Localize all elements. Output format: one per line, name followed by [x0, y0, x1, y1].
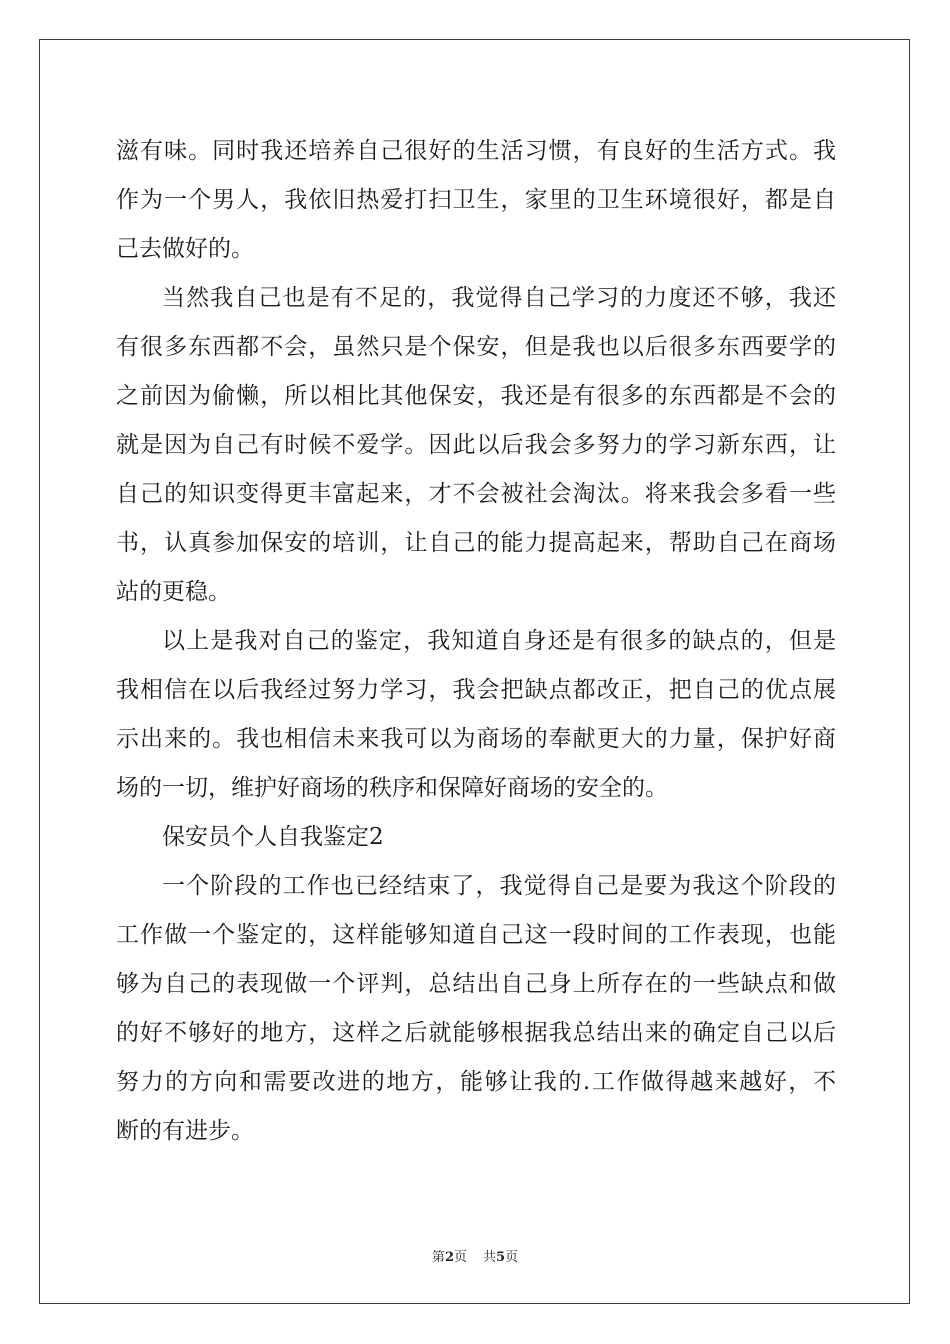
total-prefix: 共: [483, 1250, 497, 1265]
text-line: 够为自己的表现做一个评判，总结出自己身上所存在的一些缺点和做: [116, 971, 836, 997]
text-line: 断的有进步。: [116, 1118, 254, 1144]
text-line: 当然我自己也是有不足的，我觉得自己学习的力度还不够，我还: [162, 285, 836, 311]
page-total-number: 5: [496, 1250, 506, 1265]
text-line: 工作做一个鉴定的，这样能够知道自己这一段时间的工作表现，也能: [116, 922, 836, 948]
text-line: 自己的知识变得更丰富起来，才不会被社会淘汰。将来我会多看一些: [116, 481, 836, 507]
page-suffix: 页: [453, 1250, 467, 1265]
text-line: 努力的方向和需要改进的地方，能够让我的.工作做得越来越好，不: [116, 1069, 836, 1095]
text-line: 作为一个男人，我依旧热爱打扫卫生，家里的卫生环境很好，都是自: [116, 187, 836, 213]
text-line: 滋有味。同时我还培养自己很好的生活习惯，有良好的生活方式。我: [116, 138, 836, 164]
text-line: 之前因为偷懒，所以相比其他保安，我还是有很多的东西都是不会的: [116, 383, 836, 409]
text-line: 一个阶段的工作也已经结束了，我觉得自己是要为我这个阶段的: [162, 873, 836, 899]
text-line: 的好不够好的地方，这样之后就能够根据我总结出来的确定自己以后: [116, 1020, 836, 1046]
text-line: 就是因为自己有时候不爱学。因此以后我会多努力的学习新东西，让: [116, 432, 836, 458]
page-footer: [0, 1246, 950, 1265]
text-line: 有很多东西都不会，虽然只是个保安，但是我也以后很多东西要学的: [116, 334, 836, 360]
page-prefix: 第: [431, 1250, 445, 1265]
text-line: 以上是我对自己的鉴定，我知道自身还是有很多的缺点的，但是: [162, 628, 836, 654]
total-suffix: 页: [505, 1250, 519, 1265]
text-line: 我相信在以后我经过努力学习，我会把缺点都改正，把自己的优点展: [116, 677, 836, 703]
text-line: 己去做好的。: [116, 236, 254, 262]
text-line: 场的一切，维护好商场的秩序和保障好商场的安全的。: [116, 775, 668, 801]
text-line: 示出来的。我也相信未来我可以为商场的奉献更大的力量，保护好商: [116, 726, 836, 752]
document-body: [116, 127, 836, 1156]
text-line: 站的更稳。: [116, 579, 231, 605]
text-line: 书，认真参加保安的培训，让自己的能力提高起来，帮助自己在商场: [116, 530, 836, 556]
section-heading: 保安员个人自我鉴定2: [162, 824, 384, 850]
page-current-number: 2: [444, 1250, 454, 1265]
